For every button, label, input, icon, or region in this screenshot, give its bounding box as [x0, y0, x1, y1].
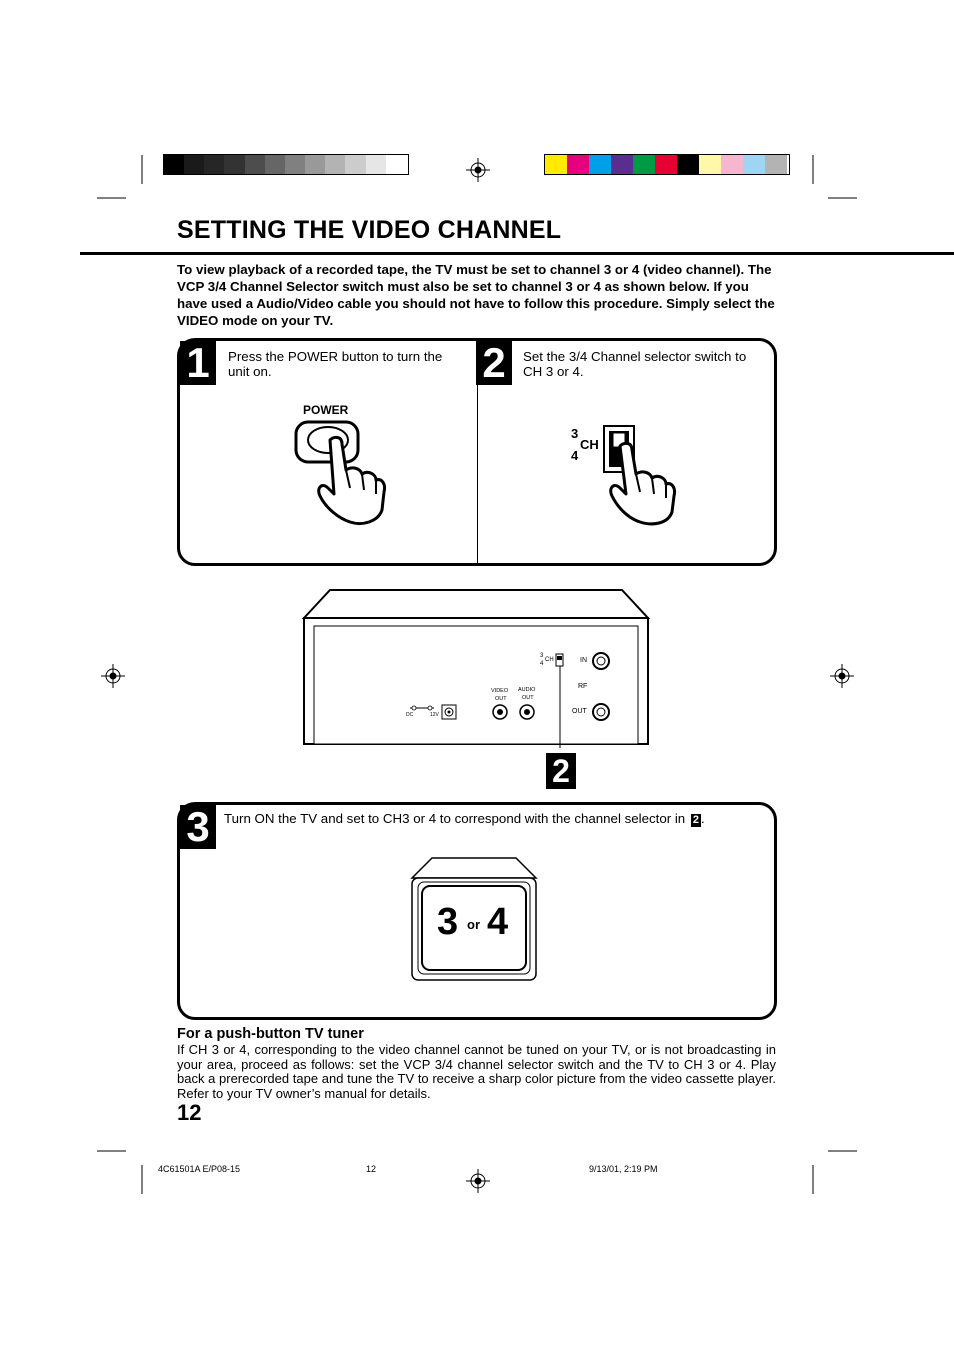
channel-switch-hand-illustration: [600, 422, 690, 528]
gray-swatch: [204, 155, 224, 174]
gray-swatch: [224, 155, 244, 174]
title-rule: [80, 252, 954, 255]
step-3-ref-badge: 2: [692, 814, 700, 826]
tv-channel-4: 4: [487, 901, 509, 943]
rear-dc-label: DC: [406, 712, 414, 718]
rear-rf-label: RF: [578, 683, 588, 690]
gray-swatch: [366, 155, 386, 174]
step-1-number: 1: [180, 341, 216, 385]
color-swatch: [765, 155, 787, 174]
color-swatch: [611, 155, 633, 174]
gray-swatch: [285, 155, 305, 174]
gray-swatch: [265, 155, 285, 174]
gray-swatch: [305, 155, 325, 174]
step-2-text: Set the 3/4 Channel selector switch to CH 3 or 4.: [523, 349, 747, 379]
step-3-text-body: Turn ON the TV and set to CH3 or 4 to correspond with the channel selector in: [224, 811, 686, 826]
intro-text: To view playback of a recorded tape, the TV must be set to channel 3 or 4 (video channel). The VCP 3/4 Channel Selector switch must also be set to channel 3 or 4 as shown below. If you have used a Audio/Video cable you should not have to follow this procedure. Simply select the VIDEO mode on your TV.: [177, 262, 775, 328]
gray-swatch: [325, 155, 345, 174]
footer-code: 4C61501A E/P08-15: [158, 1164, 241, 1174]
step-3-number: 3: [180, 805, 216, 849]
color-bar: [544, 154, 790, 175]
rear-video-label-1: VIDEO: [491, 688, 509, 694]
rear-audio-label-2: OUT: [522, 695, 534, 701]
footer-page: 12: [366, 1164, 377, 1174]
footer-timestamp: 9/13/01, 2:19 PM: [589, 1164, 658, 1174]
gray-swatch: [345, 155, 365, 174]
push-button-heading: For a push-button TV tuner: [177, 1026, 364, 1042]
step-3-text: Turn ON the TV and set to CH3 or 4 to correspond with the channel selector in 2 .: [224, 811, 705, 826]
rear-audio-label-1: AUDIO: [518, 687, 536, 693]
gray-swatch: [245, 155, 265, 174]
tv-or-text: or: [467, 917, 480, 932]
callout-2-badge: 2: [546, 753, 576, 789]
grayscale-bar: [163, 154, 409, 175]
ch-label-ch: CH: [580, 437, 599, 452]
color-swatch: [633, 155, 655, 174]
rear-out-label: OUT: [572, 708, 587, 715]
color-swatch: [589, 155, 611, 174]
power-label: POWER: [303, 403, 349, 417]
gray-swatch: [386, 155, 406, 174]
rear-video-label-2: OUT: [495, 696, 507, 702]
color-swatch: [677, 155, 699, 174]
push-button-body: If CH 3 or 4, corresponding to the video channel cannot be tuned on your TV, or is not broadcasting in your area, proceed as follows: set the VCP 3/4 channel selector switch and the TV to CH 3 or 4. Play back a prerecorded tape and tune the TV to receive a sharp color picture from the video cassette player. Refer to your TV owner’s manual for details.: [177, 1042, 776, 1101]
color-swatch: [655, 155, 677, 174]
gray-swatch: [164, 155, 184, 174]
rear-in-label: IN: [580, 657, 587, 664]
ch-label-4: 4: [571, 448, 579, 463]
step-1-text: Press the POWER button to turn the unit on.: [228, 349, 443, 379]
rear-ch-3: 3: [540, 653, 544, 659]
gray-swatch: [184, 155, 204, 174]
color-swatch: [545, 155, 567, 174]
tv-channel-3: 3: [437, 901, 459, 943]
page-title: SETTING THE VIDEO CHANNEL: [177, 216, 562, 244]
rear-ch-4: 4: [540, 661, 544, 667]
vcp-rear-panel-illustration: [300, 588, 652, 748]
page-number: 12: [177, 1100, 202, 1125]
color-swatch: [699, 155, 721, 174]
registration-mark-icon: [466, 158, 490, 182]
ch-label-3: 3: [571, 426, 579, 441]
color-swatch: [567, 155, 589, 174]
power-button-hand-illustration: [290, 418, 400, 528]
color-swatch: [743, 155, 765, 174]
step-2-number: 2: [476, 341, 512, 385]
rear-ch-label: CH: [545, 657, 554, 663]
color-swatch: [721, 155, 743, 174]
rear-12v-label: 12V: [430, 712, 439, 718]
